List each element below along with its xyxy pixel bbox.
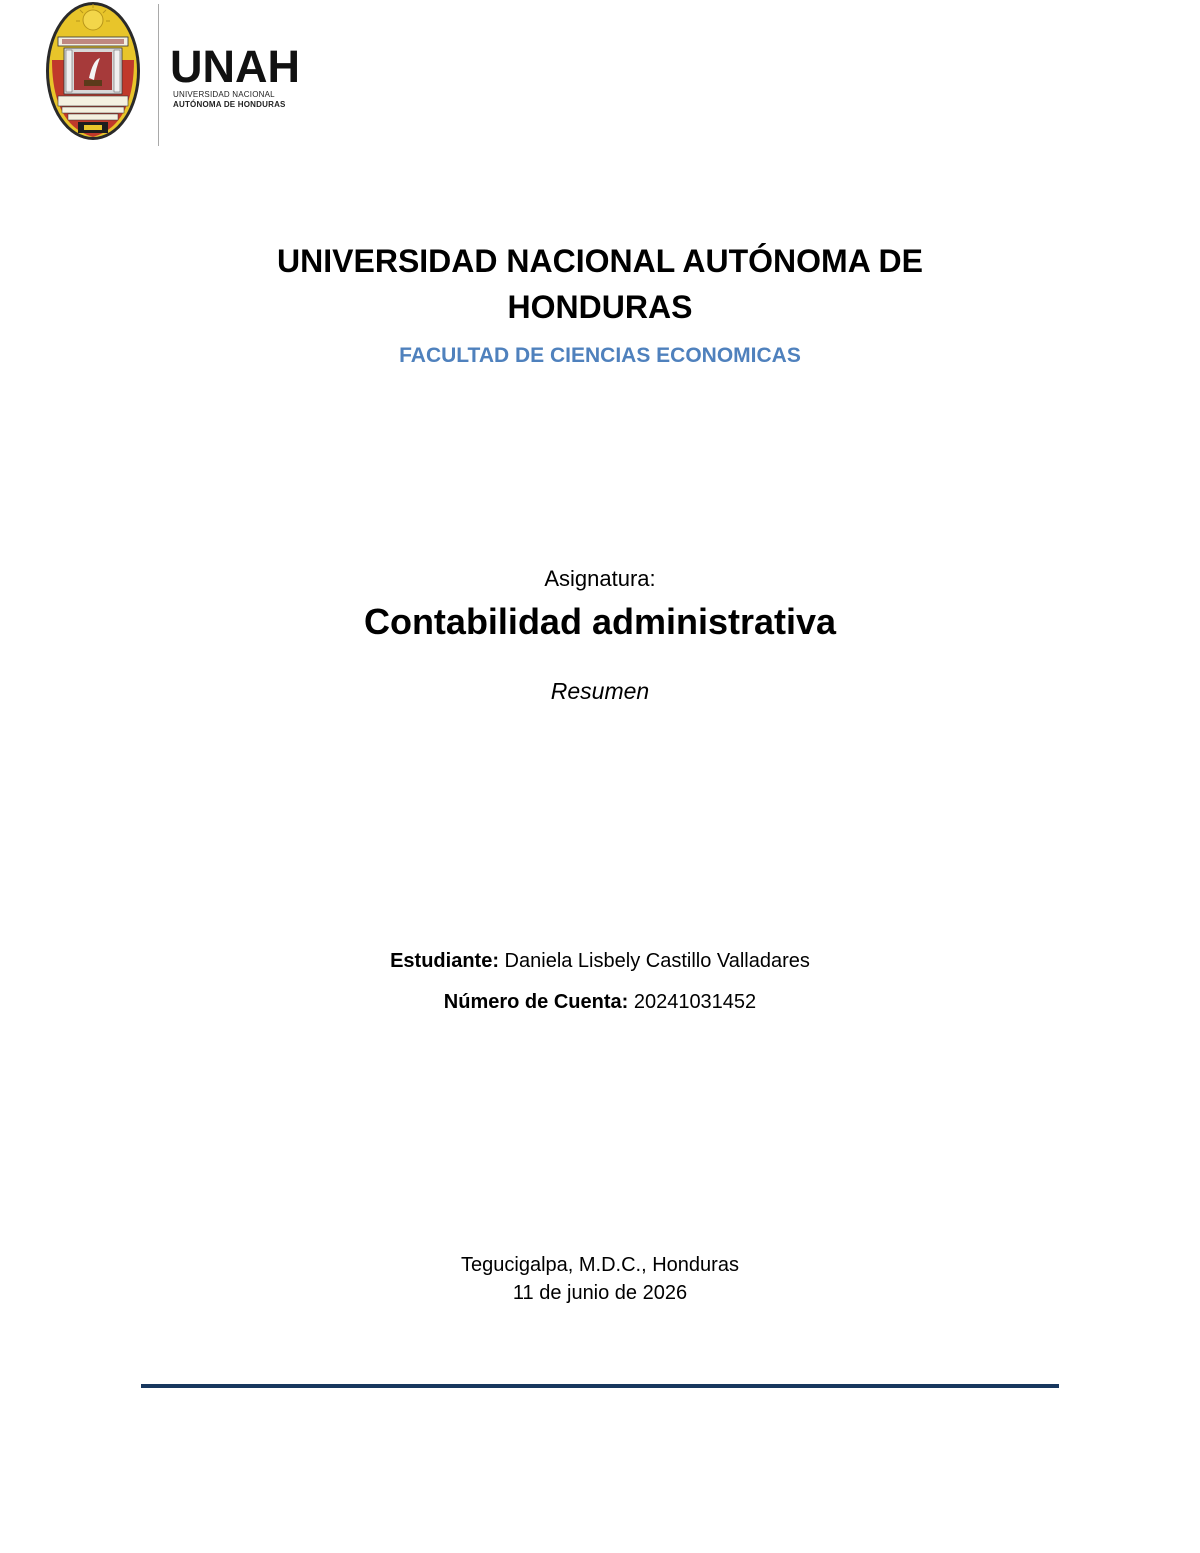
brand-subtitle [173, 90, 286, 110]
faculty-name: FACULTAD DE CIENCIAS ECONOMICAS [399, 344, 801, 367]
university-title-line2: HONDURAS [507, 289, 693, 325]
brand-subtitle-line2: AUTÓNOMA DE HONDURAS [173, 100, 286, 109]
document-type: Resumen [550, 678, 650, 704]
date-text: 11 de junio de 2026 [512, 1282, 688, 1304]
subject-label: Asignatura: [544, 566, 656, 591]
account-number-label: Número de Cuenta: [443, 991, 629, 1013]
student-name-label: Estudiante: [390, 950, 499, 972]
logo-divider [158, 4, 159, 146]
place-text: Tegucigalpa, M.D.C., Honduras [461, 1254, 739, 1276]
unah-seal-icon [44, 0, 142, 142]
student-name-line [0, 948, 1200, 974]
student-name-value: Daniela Lisbely Castillo Valladares [499, 950, 810, 972]
account-number-value: 20241031452 [628, 991, 757, 1013]
brand-subtitle-line1: UNIVERSIDAD NACIONAL [173, 90, 275, 99]
university-title-line1: UNIVERSIDAD NACIONAL AUTÓNOMA DE [277, 243, 923, 279]
account-number-line [0, 989, 1200, 1015]
university-title [0, 238, 1200, 330]
subject-name: Contabilidad administrativa [363, 601, 837, 642]
footer-rule [141, 1384, 1059, 1388]
unah-logo [44, 0, 324, 150]
brand-name: UNAH [170, 41, 300, 92]
